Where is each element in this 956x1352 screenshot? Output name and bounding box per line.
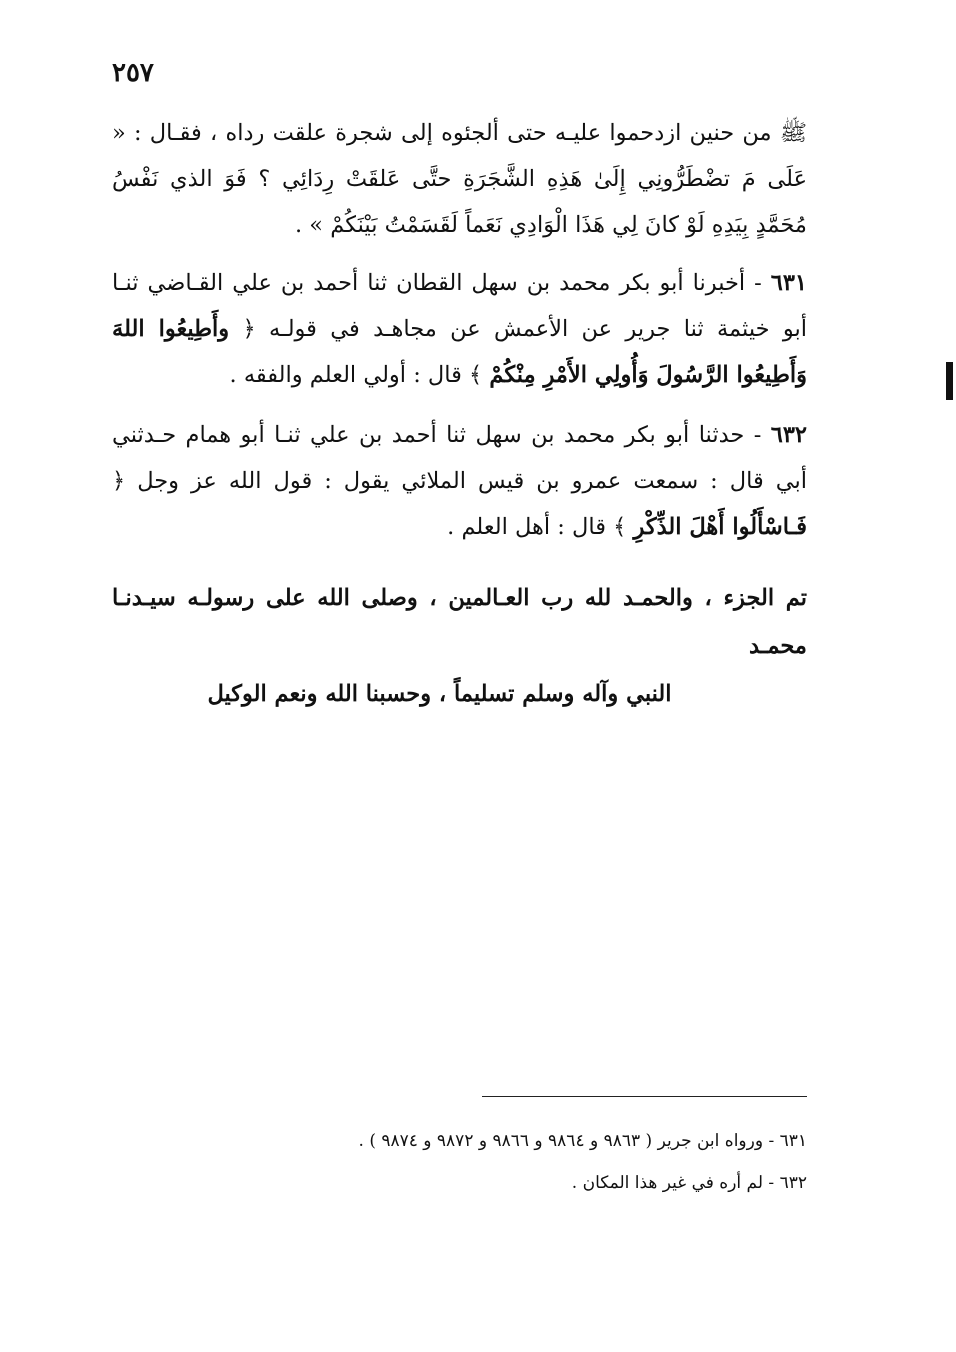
footnote-632: ٦٣٢ - لم أره في غير هذا المكان . <box>571 1173 807 1193</box>
hadith-632-quran: فَـاسْأَلُوا أَهْلَ الذِّكْرِ <box>633 514 807 540</box>
hadith-632 <box>112 412 807 550</box>
intro-text: ﷺ من حنين ازدحموا عليـه حتى ألجئوه إلى شجرة علقت رداه ، فقـال : « عَلَى مَ تضْطَرُّونِي إِلَىٰ هَذِهِ الشَّجَرَةِ حتَّى عَلقَتْ رِدَائِي ؟ فَوَ الذي نَفْسُ مُحَمَّدٍ بِيَدِهِ لَوْ كانَ لِي هَذَا الْوَادِي نَعَماً لَقَسَمْتُ بَيْنَكُمْ » . <box>112 120 807 238</box>
hadith-631-paragraph <box>112 260 807 398</box>
hadith-631-text-b: ﴾ قال : أولي العلم والفقه . <box>229 362 483 388</box>
footnote-divider <box>482 1096 807 1097</box>
hadith-631-number: ٦٣١ <box>770 270 808 296</box>
hadith-632-text-b: ﴾ قال : أهل العلم . <box>447 514 627 540</box>
hadith-631-quran: وأَطِيعُوا اللهَ وَأَطِيعُوا الرَّسُولَ وَأُولِي الأَمْرِ مِنْكُمْ <box>112 316 807 388</box>
hadith-632-number: ٦٣٢ <box>770 422 807 448</box>
closing-line-1: تم الجزء ، والحمـد لله رب العـالمين ، وصلى الله على رسولـه سيـدنـا محمـد <box>112 585 807 659</box>
footnote-631: ٦٣١ - ورواه ابن جرير ( ٩٨٦٣ و ٩٨٦٤ و ٩٨٦٦ و ٩٨٧٢ و ٩٨٧٤ ) . <box>358 1131 807 1151</box>
hadith-632-paragraph <box>112 412 807 550</box>
closing-colophon <box>112 574 807 718</box>
hadith-631-text-a: - أخبرنا أبو بكر محمد بن سهل القطان ثنا أحمد بن علي القـاضي ثنـا أبو خيثمة ثنا جرير عن الأعمش عن مجاهـد في قولـه ﴿ <box>112 270 808 342</box>
page-number: ٢٥٧ <box>112 58 154 88</box>
margin-mark <box>946 362 953 400</box>
footnotes <box>112 1120 807 1204</box>
intro-paragraph <box>112 110 807 248</box>
hadith-631 <box>112 260 807 398</box>
hadith-632-text-a: - حدثنا أبو بكر محمد بن سهل ثنا أحمد بن علي ثنـا أبو همام حـدثني أبي قال : سمعت عمرو بن قيس الملائي يقول : قول الله عز وجل ﴿ <box>112 422 807 494</box>
closing-line-2: النبي وآله وسلم تسليماً ، وحسبنا الله ونعم الوكيل <box>207 681 672 707</box>
